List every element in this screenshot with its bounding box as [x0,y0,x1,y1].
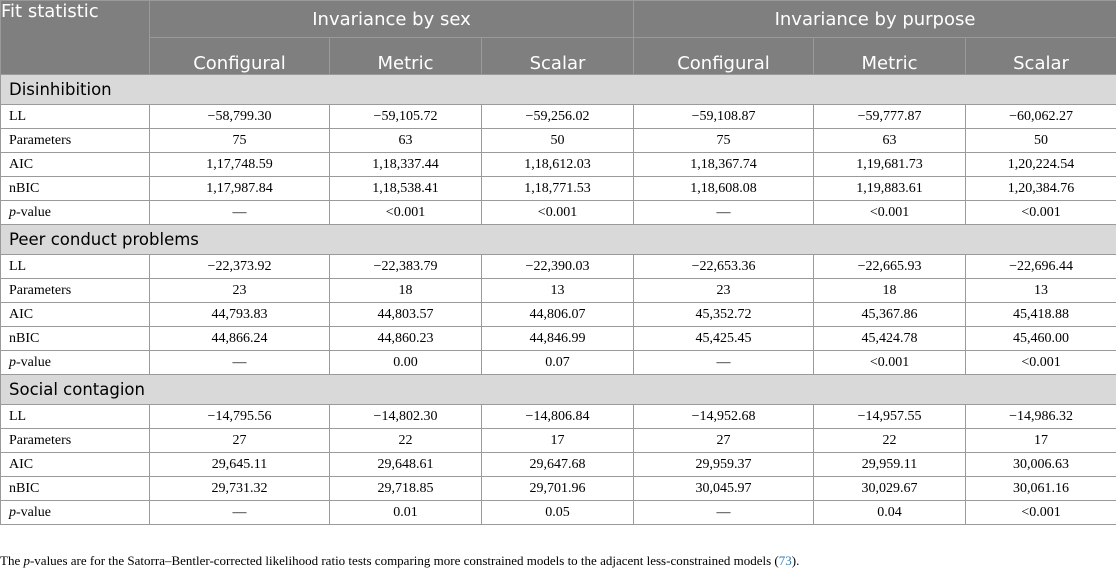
table-cell: 17 [966,429,1116,453]
footnote-text: -values are for the Satorra–Bentler-corrected likelihood ratio tests comparing more constrained models to the adjacent less-constrained models ( [29,553,779,568]
row-label: AIC [1,303,150,327]
table-cell: −59,256.02 [482,105,634,129]
table-cell: −22,653.36 [634,255,814,279]
section-title: Disinhibition [1,75,1116,105]
row-label: Parameters [1,129,150,153]
table-cell: −22,373.92 [150,255,330,279]
table-header [1,1,1116,75]
table-cell: 0.05 [482,501,634,525]
table-cell: 30,045.97 [634,477,814,501]
row-label-rest: -value [16,354,51,370]
row-label-italic: p [9,504,16,520]
table-cell: 45,367.86 [814,303,966,327]
table-cell: 18 [330,279,482,303]
footnote-p-italic: p [23,553,30,568]
table-cell: 0.00 [330,351,482,375]
table-cell: 29,731.32 [150,477,330,501]
table-cell: −14,986.32 [966,405,1116,429]
table-row [1,327,1116,351]
table-cell: 1,18,771.53 [482,177,634,201]
table-cell: 17 [482,429,634,453]
table-cell: −14,957.55 [814,405,966,429]
table-cell: 29,959.37 [634,453,814,477]
table-cell: 45,352.72 [634,303,814,327]
row-label: nBIC [1,177,150,201]
table-cell: — [150,201,330,225]
table-cell: 13 [482,279,634,303]
table-cell: 30,029.67 [814,477,966,501]
table-row [1,501,1116,525]
table-cell: 1,19,883.61 [814,177,966,201]
table-row [1,351,1116,375]
model-header: Configural [634,38,814,75]
table-cell: 1,18,538.41 [330,177,482,201]
row-label-rest: -value [16,504,51,520]
table-cell: 45,460.00 [966,327,1116,351]
section-row [1,225,1116,255]
table-cell: 44,860.23 [330,327,482,351]
row-label [1,351,150,375]
table-cell: <0.001 [814,351,966,375]
table-cell: 23 [634,279,814,303]
row-label-italic: p [9,354,16,370]
table-cell: 45,418.88 [966,303,1116,327]
table-cell: 63 [814,129,966,153]
row-label: nBIC [1,477,150,501]
table-cell: — [634,201,814,225]
row-label-rest: -value [16,204,51,220]
table-cell: 29,645.11 [150,453,330,477]
table-cell: 1,17,987.84 [150,177,330,201]
model-header: Metric [814,38,966,75]
footnote-prefix: The [0,553,24,568]
table-cell: 0.07 [482,351,634,375]
table-cell: 1,20,224.54 [966,153,1116,177]
model-header: Scalar [966,38,1116,75]
table-cell: 0.01 [330,501,482,525]
table-cell: <0.001 [966,351,1116,375]
table-cell: 75 [150,129,330,153]
table-cell: −22,665.93 [814,255,966,279]
table-cell: 1,18,608.08 [634,177,814,201]
table-cell: <0.001 [330,201,482,225]
table-body [1,75,1116,525]
table-cell: — [150,351,330,375]
table-cell: 44,803.57 [330,303,482,327]
invariance-by-purpose-header: Invariance by purpose [634,1,1116,38]
row-label: AIC [1,453,150,477]
table-cell: −14,795.56 [150,405,330,429]
row-label [1,501,150,525]
reference-link[interactable]: 73 [778,553,792,568]
table-cell: <0.001 [966,201,1116,225]
table-cell: 1,18,367.74 [634,153,814,177]
table-cell: 27 [150,429,330,453]
table-cell: 29,701.96 [482,477,634,501]
table-cell: 44,846.99 [482,327,634,351]
row-label: LL [1,405,150,429]
table-cell: 13 [966,279,1116,303]
table-cell: 45,424.78 [814,327,966,351]
table-cell: — [634,351,814,375]
section-title: Social contagion [1,375,1116,405]
section-row [1,75,1116,105]
fit-statistic-header: Fit statistic [1,1,150,75]
row-label-italic: p [9,204,16,220]
table-cell: −59,105.72 [330,105,482,129]
table-row [1,303,1116,327]
section-title: Peer conduct problems [1,225,1116,255]
table-cell: −22,383.79 [330,255,482,279]
table-footnote [0,553,1116,569]
table-cell: 29,959.11 [814,453,966,477]
table-cell: 22 [330,429,482,453]
table-row [1,105,1116,129]
table-cell: <0.001 [814,201,966,225]
table-row [1,201,1116,225]
table-cell: −14,806.84 [482,405,634,429]
table-cell: −22,696.44 [966,255,1116,279]
table-cell: 44,806.07 [482,303,634,327]
row-label: LL [1,255,150,279]
table-cell: −14,802.30 [330,405,482,429]
table-cell: 1,19,681.73 [814,153,966,177]
table-cell: 27 [634,429,814,453]
table-cell: 1,20,384.76 [966,177,1116,201]
table-cell: <0.001 [966,501,1116,525]
row-label [1,201,150,225]
model-header: Metric [330,38,482,75]
table-cell: 18 [814,279,966,303]
model-header: Configural [150,38,330,75]
table-cell: — [634,501,814,525]
table-cell: 44,793.83 [150,303,330,327]
table-cell: 1,18,612.03 [482,153,634,177]
table-cell: 45,425.45 [634,327,814,351]
table-cell: 29,647.68 [482,453,634,477]
table-row [1,129,1116,153]
row-label: LL [1,105,150,129]
table-cell: −58,799.30 [150,105,330,129]
table-cell: 50 [482,129,634,153]
table-cell: 1,18,337.44 [330,153,482,177]
table-cell: −60,062.27 [966,105,1116,129]
table-cell: 50 [966,129,1116,153]
table-cell: 63 [330,129,482,153]
table-cell: 30,061.16 [966,477,1116,501]
table-cell: 1,17,748.59 [150,153,330,177]
table-cell: 44,866.24 [150,327,330,351]
table-cell: 75 [634,129,814,153]
table-row [1,477,1116,501]
table-cell: −59,108.87 [634,105,814,129]
table-cell: 30,006.63 [966,453,1116,477]
footnote-suffix: ). [791,553,800,568]
table-row [1,153,1116,177]
row-label: Parameters [1,279,150,303]
model-header: Scalar [482,38,634,75]
table-cell: −22,390.03 [482,255,634,279]
section-row [1,375,1116,405]
table-cell: 29,648.61 [330,453,482,477]
table-cell: 23 [150,279,330,303]
row-label: Parameters [1,429,150,453]
row-label: nBIC [1,327,150,351]
table-cell: 22 [814,429,966,453]
table-cell: 29,718.85 [330,477,482,501]
table-cell: −14,952.68 [634,405,814,429]
table-row [1,255,1116,279]
table-cell: — [150,501,330,525]
table-row [1,405,1116,429]
table-cell: 0.04 [814,501,966,525]
table-row [1,453,1116,477]
table-cell: <0.001 [482,201,634,225]
table-row [1,177,1116,201]
table-row [1,429,1116,453]
table-cell: −59,777.87 [814,105,966,129]
row-label: AIC [1,153,150,177]
table-row [1,279,1116,303]
invariance-by-sex-header: Invariance by sex [150,1,634,38]
